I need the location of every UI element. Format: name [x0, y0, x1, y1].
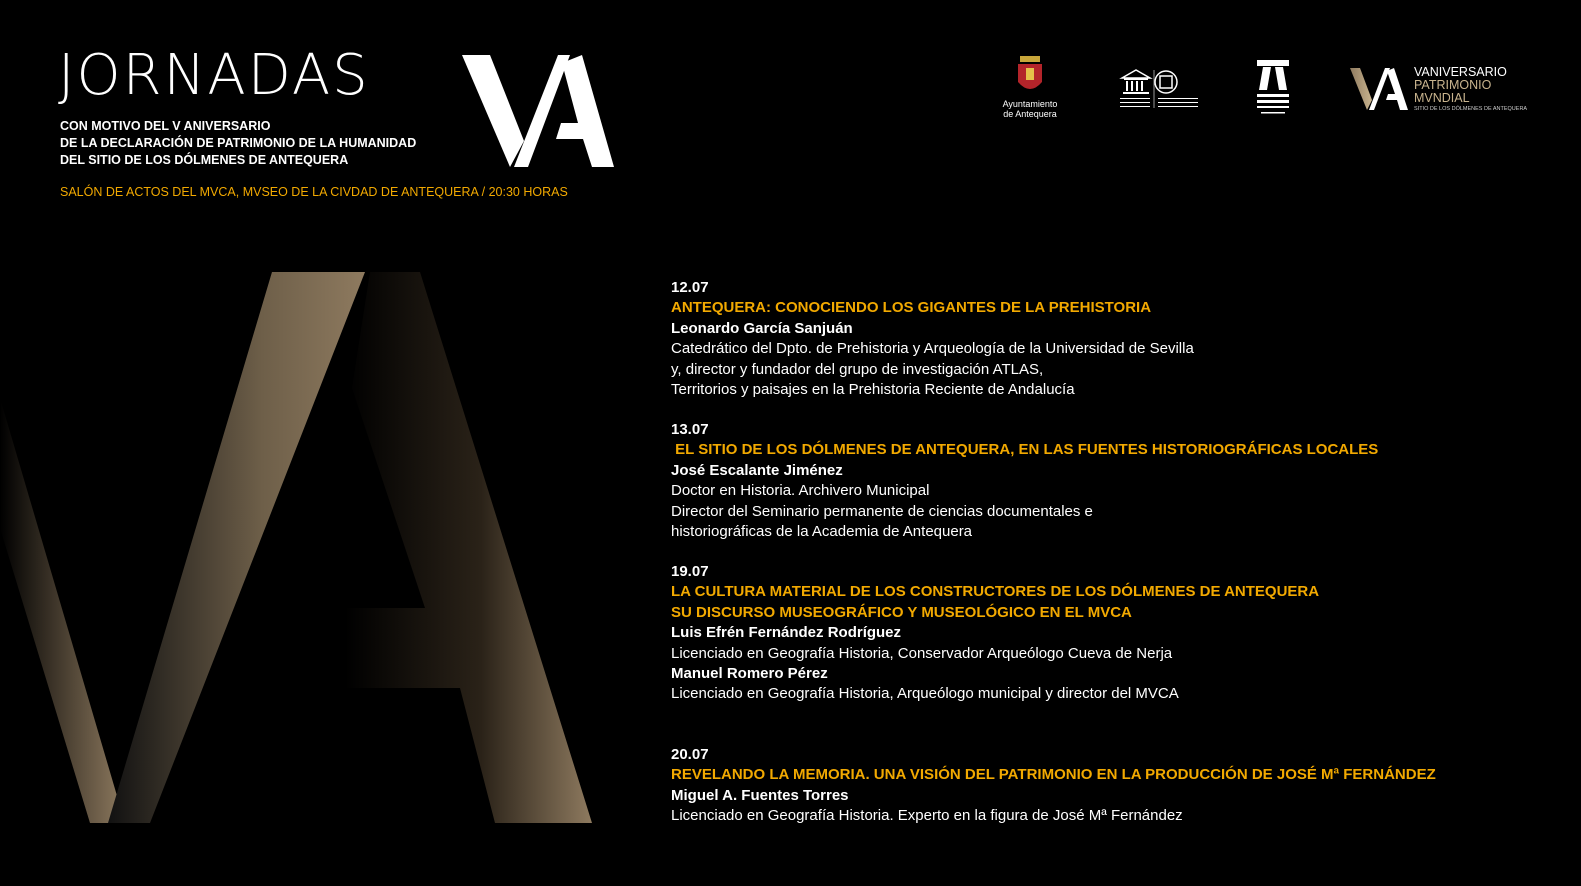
event-date: 19.07 — [671, 563, 709, 580]
dolmenes-logo-icon — [1253, 60, 1293, 118]
speaker-bio: Licenciado en Geografía Historia, Conservador Arqueólogo Cueva de Nerja — [671, 644, 1173, 662]
subtitle-line: DE LA DECLARACIÓN DE PATRIMONIO DE LA HUMANIDAD — [60, 136, 417, 150]
aniversario-line: MVNDIAL — [1414, 91, 1470, 105]
aniversario-line: PATRIMONIO — [1414, 78, 1492, 92]
aniversario-line: VANIVERSARIO — [1414, 65, 1507, 79]
event-date: 13.07 — [671, 421, 709, 438]
speaker-bio: Doctor en Historia. Archivero Municipal — [671, 482, 930, 500]
ayuntamiento-line: Ayuntamiento — [1002, 99, 1058, 109]
va-logo-icon — [462, 55, 617, 170]
venue-text: SALÓN DE ACTOS DEL MVCA, MVSEO DE LA CIVDAD DE ANTEQUERA / 20:30 HORAS — [60, 185, 568, 199]
event-4 — [671, 745, 1436, 827]
event-1 — [671, 278, 1194, 400]
event-3 — [671, 562, 1319, 705]
subtitle-line: CON MOTIVO DEL V ANIVERSARIO — [60, 119, 271, 133]
event-date: 20.07 — [671, 746, 709, 763]
speaker-bio: y, director y fundador del grupo de investigación ATLAS, — [671, 360, 1044, 378]
event-date: 12.07 — [671, 279, 709, 296]
speaker-bio: Licenciado en Geografía Historia, Arqueólogo municipal y director del MVCA — [671, 685, 1179, 703]
event-title: SU DISCURSO MUSEOGRÁFICO Y MUSEOLÓGICO EN EL MVCA — [671, 603, 1132, 621]
speaker-bio: Territorios y paisajes en la Prehistoria Reciente de Andalucía — [671, 381, 1075, 399]
big-va-graphic-icon — [0, 268, 600, 828]
coat-of-arms-icon — [1014, 56, 1046, 96]
speaker-bio: Catedrático del Dpto. de Prehistoria y Arqueología de la Universidad de Sevilla — [671, 340, 1194, 358]
event-title: LA CULTURA MATERIAL DE LOS CONSTRUCTORES DE LOS DÓLMENES DE ANTEQUERA — [671, 583, 1320, 601]
speaker-bio: Licenciado en Geografía Historia. Experto en la figura de José Mª Fernández — [671, 807, 1183, 825]
speaker-bio: historiográficas de la Academia de Antequera — [671, 523, 973, 541]
aniversario-sub: SITIO DE LOS DÓLMENES DE ANTEQUERA — [1414, 106, 1528, 112]
page-title: JORNADAS — [58, 43, 370, 108]
speaker-name: Manuel Romero Pérez — [671, 665, 828, 683]
speaker-name: Leonardo García Sanjuán — [671, 319, 853, 337]
speaker-name: José Escalante Jiménez — [671, 461, 843, 479]
speaker-bio: Director del Seminario permanente de ciencias documentales e — [671, 502, 1093, 520]
ayuntamiento-line: de Antequera — [1003, 109, 1057, 119]
unesco-logo-icon — [1118, 66, 1202, 112]
event-title: ANTEQUERA: CONOCIENDO LOS GIGANTES DE LA PREHISTORIA — [671, 299, 1152, 317]
speaker-name: Miguel A. Fuentes Torres — [671, 786, 849, 804]
subtitle-line: DEL SITIO DE LOS DÓLMENES DE ANTEQUERA — [60, 153, 349, 167]
aniversario-logo-text — [1414, 66, 1527, 113]
event-title: EL SITIO DE LOS DÓLMENES DE ANTEQUERA, EN LAS FUENTES HISTORIOGRÁFICAS LOCALES — [671, 441, 1379, 459]
subtitle — [60, 118, 416, 169]
event-title: REVELANDO LA MEMORIA. UNA VISIÓN DEL PATRIMONIO EN LA PRODUCCIÓN DE JOSÉ Mª FERNÁNDEZ — [671, 766, 1436, 784]
event-2 — [671, 420, 1378, 542]
aniversario-va-logo-icon — [1350, 68, 1410, 112]
ayuntamiento-logo — [996, 99, 1064, 119]
speaker-name: Luis Efrén Fernández Rodríguez — [671, 624, 902, 642]
